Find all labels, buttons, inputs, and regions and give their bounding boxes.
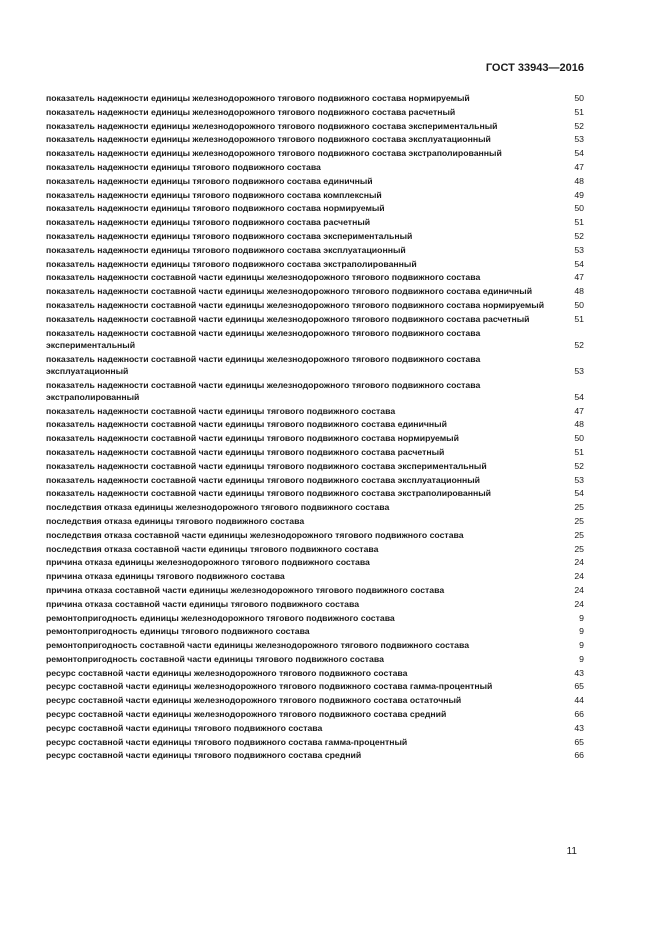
index-page-ref: 48 xyxy=(574,419,584,430)
index-term: показатель надежности единицы железнодорожного тягового подвижного состава расчетный xyxy=(46,106,456,117)
index-entry xyxy=(46,570,584,582)
index-page-ref: 47 xyxy=(574,405,584,416)
index-entry xyxy=(46,639,584,651)
index-page-ref: 65 xyxy=(574,681,584,692)
index-page-ref: 51 xyxy=(574,217,584,228)
index-term: показатель надежности единицы тягового подвижного состава экстраполированный xyxy=(46,258,417,269)
index-entry xyxy=(46,418,584,430)
index-page-ref: 9 xyxy=(579,653,584,664)
index-page-ref: 24 xyxy=(574,557,584,568)
index-page-ref: 66 xyxy=(574,709,584,720)
index-term: показатель надежности единицы тягового подвижного состава комплексный xyxy=(46,189,382,200)
index-term: ресурс составной части единицы тягового подвижного состава гамма-процентный xyxy=(46,736,408,747)
index-entry xyxy=(46,708,584,720)
index-entry xyxy=(46,405,584,417)
index-entry xyxy=(46,680,584,692)
index-term: показатель надежности составной части единицы тягового подвижного состава xyxy=(46,405,396,416)
index-entry xyxy=(46,161,584,173)
index-entry xyxy=(46,515,584,527)
index-term: показатель надежности составной части единицы тягового подвижного состава экстраполированный xyxy=(46,488,491,499)
index-entry xyxy=(46,106,584,118)
index-entry xyxy=(46,487,584,499)
index-page-ref: 25 xyxy=(574,515,584,526)
index-entry xyxy=(46,120,584,132)
index-page-ref: 50 xyxy=(574,433,584,444)
index-term: показатель надежности единицы железнодорожного тягового подвижного состава экспериментальный xyxy=(46,120,498,131)
index-term: показатель надежности составной части единицы железнодорожного тягового подвижного состава единичный xyxy=(46,286,533,297)
index-entry xyxy=(46,529,584,541)
index-term: показатель надежности единицы тягового подвижного состава xyxy=(46,161,321,172)
index-term: показатель надежности составной части единицы железнодорожного тягового подвижного состава xyxy=(46,272,481,283)
index-entry xyxy=(46,327,584,351)
index-page-ref: 49 xyxy=(574,189,584,200)
index-page-ref: 51 xyxy=(574,106,584,117)
index-page-ref: 50 xyxy=(574,299,584,310)
index-entry xyxy=(46,543,584,555)
index-page-ref: 9 xyxy=(579,612,584,623)
index-term: показатель надежности единицы тягового подвижного состава нормируемый xyxy=(46,203,385,214)
index-term: показатель надежности составной части единицы тягового подвижного состава единичный xyxy=(46,419,447,430)
index-term: последствия отказа составной части единицы железнодорожного тягового подвижного состава xyxy=(46,529,464,540)
index-term: последствия отказа составной части единицы тягового подвижного состава xyxy=(46,543,379,554)
index-entry xyxy=(46,584,584,596)
index-term: последствия отказа единицы железнодорожного тягового подвижного состава xyxy=(46,502,390,513)
index-term: показатель надежности единицы железнодорожного тягового подвижного состава нормируемый xyxy=(46,93,470,103)
index-term: показатель надежности составной части единицы тягового подвижного состава расчетный xyxy=(46,446,445,457)
index-page-ref: 24 xyxy=(574,571,584,582)
index-term: показатель надежности единицы железнодорожного тягового подвижного состава эксплуатационный xyxy=(46,134,491,145)
index-entry xyxy=(46,501,584,513)
index-entry xyxy=(46,556,584,568)
index-term: причина отказа составной части единицы тягового подвижного состава xyxy=(46,598,360,609)
index-term: ремонтопригодность составной части единицы тягового подвижного состава xyxy=(46,653,384,664)
index-entry xyxy=(46,189,584,201)
index-term: показатель надежности составной части единицы тягового подвижного состава экспериментальный xyxy=(46,460,487,471)
index-term: показатель надежности составной части единицы железнодорожного тягового подвижного состава эксплуатационный xyxy=(46,353,481,376)
index-entry xyxy=(46,313,584,325)
index-term: показатель надежности составной части единицы железнодорожного тягового подвижного состава нормируемый xyxy=(46,299,545,310)
index-page-ref: 51 xyxy=(574,313,584,324)
index-term: ресурс составной части единицы железнодорожного тягового подвижного состава средний xyxy=(46,709,447,720)
index-entry xyxy=(46,432,584,444)
index-page-ref: 48 xyxy=(574,286,584,297)
index-term: показатель надежности единицы тягового подвижного состава расчетный xyxy=(46,217,371,228)
index-page-ref: 52 xyxy=(574,460,584,471)
index-page-ref: 48 xyxy=(574,175,584,186)
index-term: ресурс составной части единицы железнодорожного тягового подвижного состава гамма-процентный xyxy=(46,681,493,692)
index-page-ref: 65 xyxy=(574,736,584,747)
index-term: показатель надежности единицы тягового подвижного состава экспериментальный xyxy=(46,230,413,241)
index-entry xyxy=(46,133,584,145)
index-page-ref: 54 xyxy=(574,488,584,499)
document-header: ГОСТ 33943—2016 xyxy=(485,62,584,74)
index-page-ref: 50 xyxy=(574,93,584,103)
index-term: показатель надежности составной части единицы тягового подвижного состава нормируемый xyxy=(46,433,459,444)
index-entry xyxy=(46,722,584,734)
index-entry xyxy=(46,446,584,458)
index-page-ref: 44 xyxy=(574,695,584,706)
index-page-ref: 53 xyxy=(574,134,584,145)
index-page-ref: 9 xyxy=(579,626,584,637)
index-entry xyxy=(46,175,584,187)
index-page-ref: 24 xyxy=(574,584,584,595)
index-page-ref: 52 xyxy=(574,120,584,131)
index-page-ref: 53 xyxy=(574,365,584,376)
index-entry xyxy=(46,667,584,679)
index-term: показатель надежности единицы тягового подвижного состава эксплуатационный xyxy=(46,244,406,255)
index-page-ref: 53 xyxy=(574,474,584,485)
index-term: ремонтопригодность единицы железнодорожного тягового подвижного состава xyxy=(46,612,395,623)
index-term: показатель надежности составной части единицы железнодорожного тягового подвижного состава экспериментальный xyxy=(46,327,481,350)
index-term: причина отказа составной части единицы железнодорожного тягового подвижного состава xyxy=(46,584,445,595)
index-page-ref: 53 xyxy=(574,244,584,255)
index-term: показатель надежности составной части единицы железнодорожного тягового подвижного состава экстраполированный xyxy=(46,379,481,402)
index-page-ref: 25 xyxy=(574,543,584,554)
index-entry xyxy=(46,216,584,228)
index-term: показатель надежности составной части единицы железнодорожного тягового подвижного состава расчетный xyxy=(46,313,530,324)
index-entry xyxy=(46,379,584,403)
index-term: показатель надежности единицы железнодорожного тягового подвижного состава экстраполированный xyxy=(46,148,502,159)
index-entry xyxy=(46,258,584,270)
index-term: ресурс составной части единицы тягового подвижного состава xyxy=(46,722,323,733)
index-page-ref: 66 xyxy=(574,750,584,761)
index-entry xyxy=(46,230,584,242)
index-term: ресурс составной части единицы тягового подвижного состава средний xyxy=(46,750,362,761)
index-term: ресурс составной части единицы железнодорожного тягового подвижного состава остаточный xyxy=(46,695,462,706)
index-entry xyxy=(46,92,584,104)
index-page-ref: 54 xyxy=(574,148,584,159)
index-page-ref: 47 xyxy=(574,161,584,172)
index-term: причина отказа единицы железнодорожного тягового подвижного состава xyxy=(46,557,370,568)
index-entry xyxy=(46,598,584,610)
index-term: ремонтопригодность единицы тягового подвижного состава xyxy=(46,626,310,637)
page-number: 11 xyxy=(566,846,577,857)
index-entry xyxy=(46,653,584,665)
index-term: ремонтопригодность составной части единицы железнодорожного тягового подвижного состава xyxy=(46,640,470,651)
index-list xyxy=(46,92,584,763)
index-page-ref: 24 xyxy=(574,598,584,609)
index-page-ref: 43 xyxy=(574,667,584,678)
index-term: причина отказа единицы тягового подвижного состава xyxy=(46,571,285,582)
index-page-ref: 50 xyxy=(574,203,584,214)
index-entry xyxy=(46,612,584,624)
index-entry xyxy=(46,202,584,214)
index-page-ref: 47 xyxy=(574,272,584,283)
index-entry xyxy=(46,244,584,256)
index-entry xyxy=(46,694,584,706)
index-page-ref: 51 xyxy=(574,446,584,457)
index-entry xyxy=(46,625,584,637)
index-term: показатель надежности единицы тягового подвижного состава единичный xyxy=(46,175,373,186)
index-term: последствия отказа единицы тягового подвижного состава xyxy=(46,515,305,526)
index-entry xyxy=(46,285,584,297)
index-entry xyxy=(46,299,584,311)
index-entry xyxy=(46,147,584,159)
index-page-ref: 25 xyxy=(574,502,584,513)
index-page-ref: 9 xyxy=(579,640,584,651)
index-page-ref: 52 xyxy=(574,230,584,241)
index-entry xyxy=(46,271,584,283)
index-entry xyxy=(46,353,584,377)
index-term: показатель надежности составной части единицы тягового подвижного состава эксплуатационный xyxy=(46,474,481,485)
index-entry xyxy=(46,749,584,761)
index-entry xyxy=(46,460,584,472)
index-term: ресурс составной части единицы железнодорожного тягового подвижного состава xyxy=(46,667,408,678)
index-page-ref: 43 xyxy=(574,722,584,733)
index-page-ref: 52 xyxy=(574,339,584,350)
index-entry xyxy=(46,474,584,486)
index-page-ref: 25 xyxy=(574,529,584,540)
index-entry xyxy=(46,736,584,748)
index-page-ref: 54 xyxy=(574,391,584,402)
index-page-ref: 54 xyxy=(574,258,584,269)
